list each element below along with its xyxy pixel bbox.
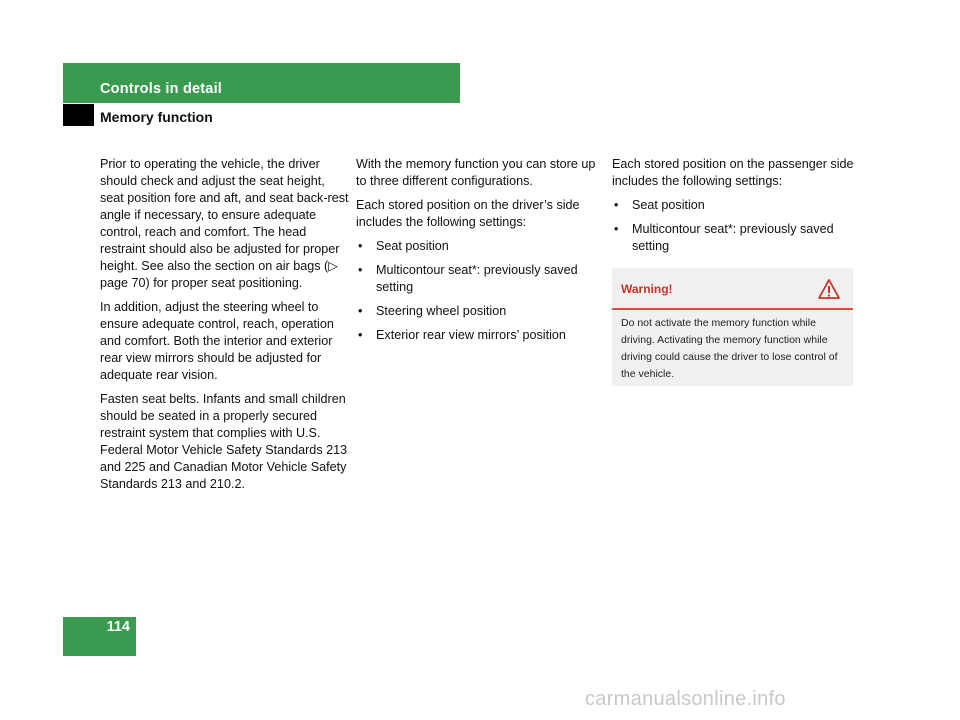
section-marker: [63, 104, 94, 126]
list-item-text: Seat position: [632, 198, 705, 212]
bullet-icon: •: [358, 328, 363, 342]
column-left: [100, 156, 350, 500]
list-item: [356, 327, 606, 344]
list-item-text: Exterior rear view mirrors’ position: [376, 328, 566, 342]
warning-box: [612, 268, 853, 386]
paragraph-seat-belts: Fasten seat belts. Infants and small children should be seated in a properly secured restraint system that complies with U.S. Federal Motor Vehicle Safety Standards 213 and 225 and Canadian Motor Vehicle Safety Standards 213 and 210.2.: [100, 392, 348, 491]
driver-settings-list: [356, 238, 606, 344]
list-item-text: Steering wheel position: [376, 304, 507, 318]
bullet-icon: •: [614, 198, 619, 212]
paragraph-memory-intro: With the memory function you can store up to three different configurations.: [356, 157, 596, 188]
paragraph-passenger-side: Each stored position on the passenger side includes the following settings:: [612, 157, 854, 188]
section-title: Memory function: [100, 109, 213, 125]
chapter-title: Controls in detail: [100, 81, 223, 97]
column-middle: [356, 156, 606, 351]
bullet-icon: •: [614, 222, 619, 236]
warning-header: [612, 268, 853, 310]
page-number-box: [63, 617, 136, 656]
list-item: [612, 221, 862, 255]
list-item: [612, 197, 862, 214]
paragraph-steering-mirrors: In addition, adjust the steering wheel to ensure adequate control, reach, operation and comfort. Both the interior and exterior rear view mirrors should be adjusted for adequate rear vision.: [100, 300, 334, 382]
page-number: 114: [106, 619, 130, 635]
list-item-text: Seat position: [376, 239, 449, 253]
list-item-text: Multicontour seat*: previously saved setting: [376, 263, 578, 294]
bullet-icon: •: [358, 239, 363, 253]
warning-text: Do not activate the memory function while driving. Activating the memory function while driving could cause the driver to lose control of the vehicle.: [621, 317, 838, 380]
watermark: carmanualsonline.info: [585, 688, 786, 710]
list-item: [356, 303, 606, 320]
list-item: [356, 238, 606, 255]
bullet-icon: •: [358, 304, 363, 318]
paragraph-seat-adjustment: Prior to operating the vehicle, the driver should check and adjust the seat height, seat position fore and aft, and seat back-rest angle if necessary, to ensure adequate control, reach and comfort. The head restraint should also be adjusted for proper height. See also the section on air bags (▷ page 70) for proper seat positioning.: [100, 157, 349, 290]
bullet-icon: •: [358, 263, 363, 277]
warning-triangle-icon: [817, 278, 841, 300]
passenger-settings-list: [612, 197, 862, 255]
paragraph-driver-side: Each stored position on the driver’s side includes the following settings:: [356, 198, 580, 229]
warning-title: Warning!: [621, 282, 673, 296]
list-item: [356, 262, 606, 296]
column-right: [612, 156, 862, 262]
list-item-text: Multicontour seat*: previously saved setting: [632, 222, 834, 253]
